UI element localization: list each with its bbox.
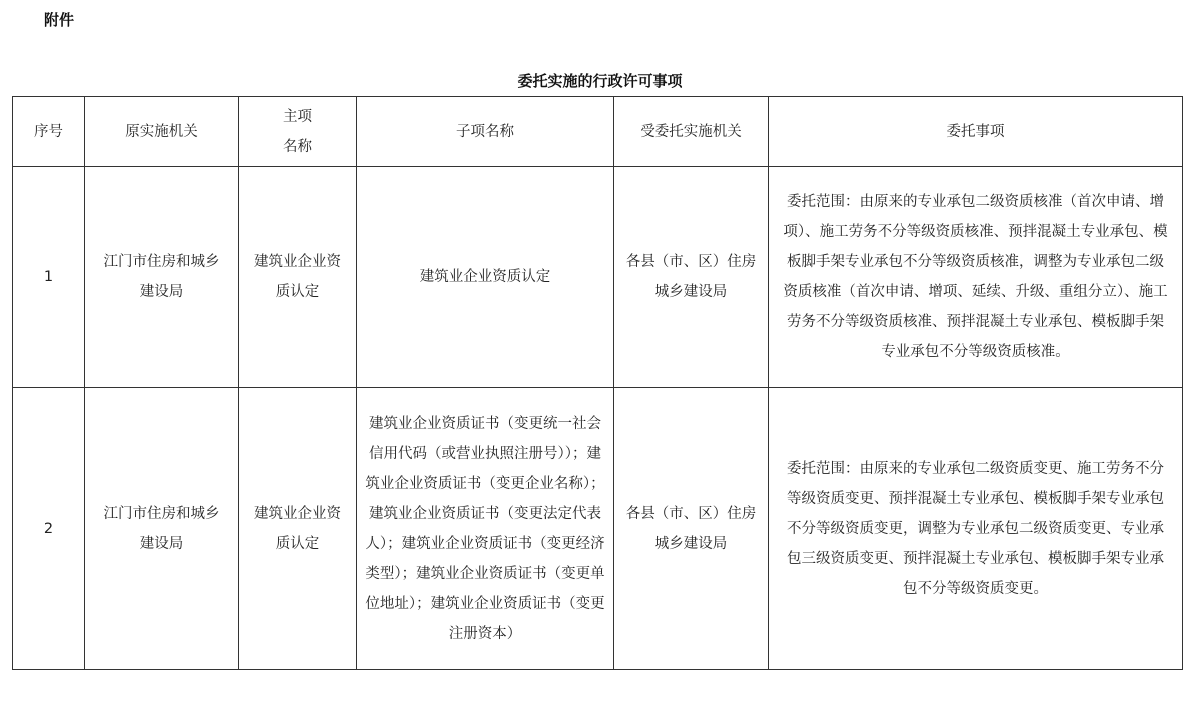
cell-seq: 2 <box>13 388 85 670</box>
cell-entrusted-agency: 各县（市、区）住房城乡建设局 <box>614 167 769 388</box>
header-main-item-line2: 名称 <box>283 138 312 155</box>
cell-main-item: 建筑业企业资质认定 <box>239 388 357 670</box>
cell-entrusted-matters: 委托范围：由原来的专业承包二级资质核准（首次申请、增项）、施工劳务不分等级资质核准、预拌混凝土专业承包、模板脚手架专业承包不分等级资质核准，调整为专业承包二级资质核准（首次申请、增项、延续、升级、重组分立）、施工劳务不分等级资质核准、预拌混凝土专业承包、模板脚手架专业承包不分等级资质核准。 <box>769 167 1183 388</box>
table-header-row <box>13 97 1183 167</box>
table-row <box>13 167 1183 388</box>
cell-main-item: 建筑业企业资质认定 <box>239 167 357 388</box>
cell-original-agency: 江门市住房和城乡建设局 <box>85 388 239 670</box>
permit-table <box>12 96 1183 670</box>
attachment-label: 附件 <box>44 11 75 29</box>
header-sub-item: 子项名称 <box>357 97 614 167</box>
header-entrusted-agency: 受委托实施机关 <box>614 97 769 167</box>
cell-seq: 1 <box>13 167 85 388</box>
header-main-item-line1: 主项 <box>283 108 312 125</box>
header-original-agency: 原实施机关 <box>85 97 239 167</box>
cell-sub-item: 建筑业企业资质认定 <box>357 167 614 388</box>
header-entrusted-matters: 委托事项 <box>769 97 1183 167</box>
cell-original-agency: 江门市住房和城乡建设局 <box>85 167 239 388</box>
cell-entrusted-agency: 各县（市、区）住房城乡建设局 <box>614 388 769 670</box>
page-title: 委托实施的行政许可事项 <box>517 72 683 90</box>
cell-sub-item: 建筑业企业资质证书（变更统一社会信用代码（或营业执照注册号））；建筑业企业资质证书（变更企业名称）；建筑业企业资质证书（变更法定代表人）；建筑业企业资质证书（变更经济类型）；建筑业企业资质证书（变更单位地址）；建筑业企业资质证书（变更注册资本） <box>357 388 614 670</box>
header-main-item <box>239 97 357 167</box>
header-seq: 序号 <box>13 97 85 167</box>
table-row <box>13 388 1183 670</box>
cell-entrusted-matters: 委托范围：由原来的专业承包二级资质变更、施工劳务不分等级资质变更、预拌混凝土专业承包、模板脚手架专业承包不分等级资质变更，调整为专业承包二级资质变更、专业承包三级资质变更、预拌混凝土专业承包、模板脚手架专业承包不分等级资质变更。 <box>769 388 1183 670</box>
